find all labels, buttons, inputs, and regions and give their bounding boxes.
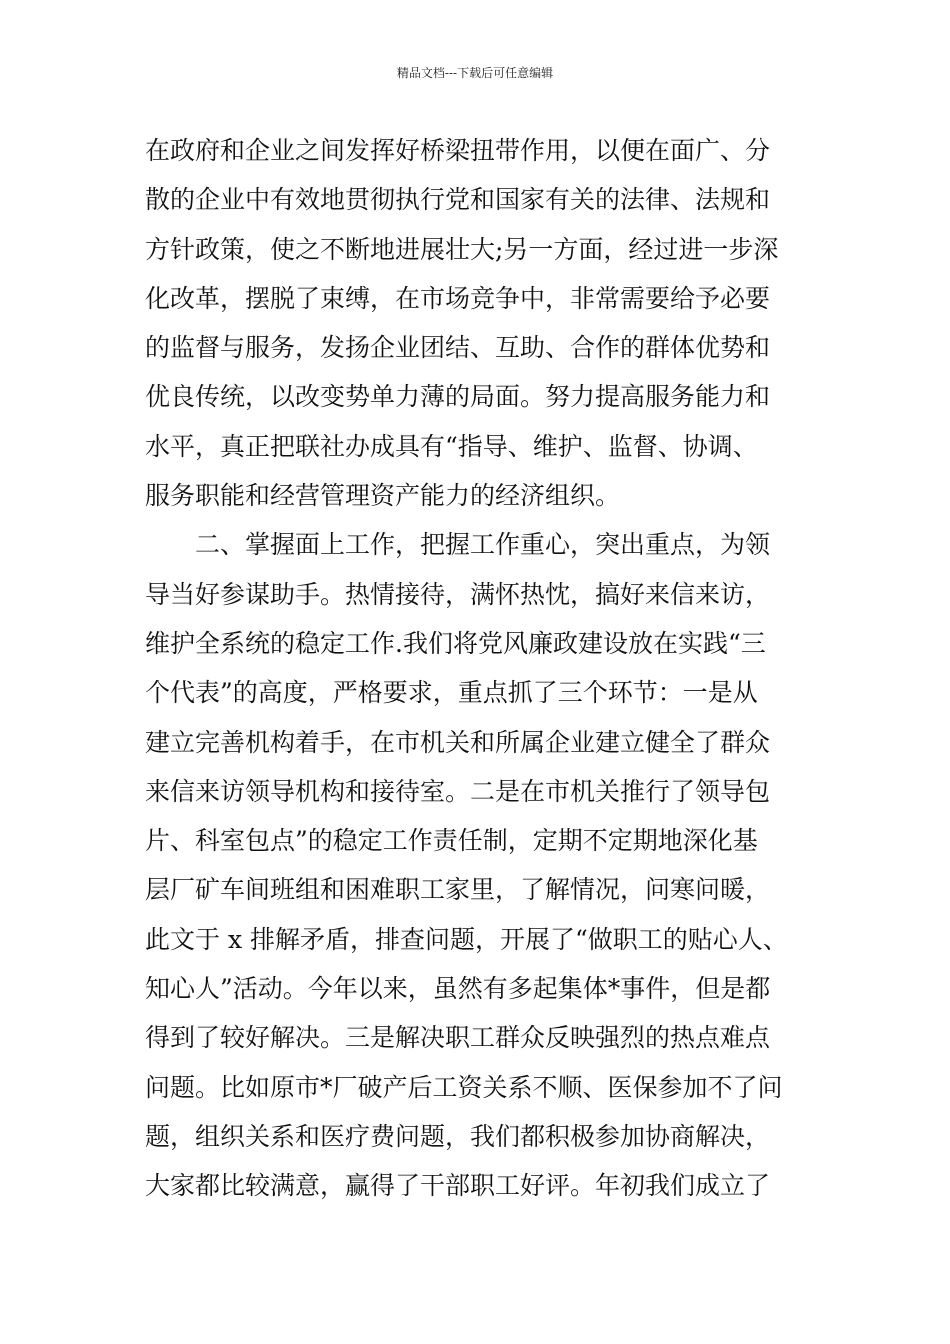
text-line: 来信来访领导机构和接待室。二是在市机关推行了领导包	[145, 776, 771, 806]
text-line: 水平，真正把联社办成具有“指导、维护、监督、协调、	[145, 431, 758, 461]
page-header: 精品文档---下载后可任意编辑	[396, 66, 554, 80]
text-line: 化改革，摆脱了束缚，在市场竞争中，非常需要给予必要	[145, 283, 771, 313]
text-line: 层厂矿车间班组和困难职工家里，了解情况，问寒问暖，	[145, 875, 771, 905]
text-line: 的监督与服务，发扬企业团结、互助、合作的群体优势和	[145, 333, 771, 363]
text-line: 此文于 x 排解矛盾，排查问题，开展了“做职工的贴心人、	[145, 924, 788, 954]
text-line: 服务职能和经营管理资产能力的经济组织。	[145, 481, 621, 511]
text-line: 大家都比较满意，赢得了干部职工好评。年初我们成立了	[145, 1171, 771, 1201]
text-line: 知心人”活动。今年以来，虽然有多起集体*事件，但是都	[145, 974, 771, 1004]
text-line: 在政府和企业之间发挥好桥梁扭带作用，以便在面广、分	[145, 136, 771, 165]
text-line: 建立完善机构着手，在市机关和所属企业建立健全了群众	[145, 727, 771, 757]
text-line: 个代表”的高度，严格要求，重点抓了三个环节：一是从	[145, 678, 758, 708]
text-line: 问题。比如原市*厂破产后工资关系不顺、医保参加不了问	[145, 1072, 783, 1102]
text-line: 题，组织关系和医疗费问题，我们都积极参加协商解决，	[145, 1121, 771, 1151]
text-line: 散的企业中有效地贯彻执行党和国家有关的法律、法规和	[145, 185, 771, 215]
text-line: 得到了较好解决。三是解决职工群众反映强烈的热点难点	[145, 1023, 771, 1053]
text-line: 方针政策，使之不断地进展壮大;另一方面，经过进一步深	[145, 234, 779, 264]
text-line: 二、掌握面上工作，把握工作重心，突出重点，为领	[195, 530, 771, 560]
text-line: 优良传统，以改变势单力薄的局面。努力提高服务能力和	[145, 382, 771, 412]
text-line: 导当好参谋助手。热情接待，满怀热忱，搞好来信来访，	[145, 579, 771, 609]
text-line: 片、科室包点”的稳定工作责任制，定期不定期地深化基	[145, 826, 758, 856]
text-line: 维护全系统的稳定工作.我们将党风廉政建设放在实践“三	[145, 628, 766, 658]
document-body	[145, 126, 825, 1211]
